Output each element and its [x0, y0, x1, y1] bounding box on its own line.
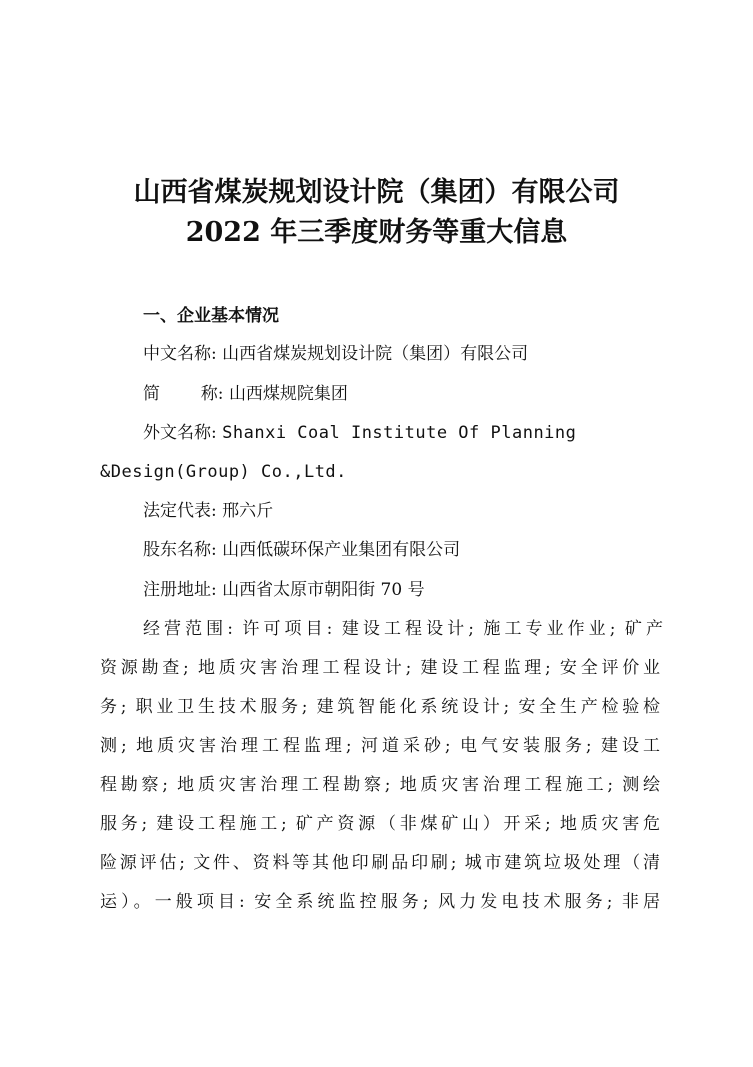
business-scope-line: 服务; 建设工程施工; 矿产资源（非煤矿山）开采; 地质灾害危 [100, 814, 660, 834]
business-scope-line: 务; 职业卫生技术服务; 建筑智能化系统设计; 安全生产检验检 [100, 697, 660, 717]
business-scope-line: 经营范围: 许可项目: 建设工程设计; 施工专业作业; 矿产 [143, 619, 663, 639]
business-scope-line: 资源勘查; 地质灾害治理工程设计; 建设工程监理; 安全评价业 [100, 658, 660, 678]
short-name-label-part-1: 简 [143, 384, 160, 404]
chinese-name-value: 山西省煤炭规划设计院（集团）有限公司 [222, 344, 529, 364]
registered-address-value: 山西省太原市朝阳街 70 号 [222, 580, 425, 600]
short-name-value: 山西煤规院集团 [228, 384, 348, 404]
foreign-name-row [143, 419, 663, 447]
shareholder-label: 股东名称: [143, 540, 217, 560]
shareholder-value: 山西低碳环保产业集团有限公司 [222, 540, 461, 560]
legal-representative-label: 法定代表: [143, 501, 217, 521]
foreign-name-value-part-1: Shanxi Coal Institute Of Planning [222, 423, 577, 443]
section-heading-basic-info: 一、企业基本情况 [143, 306, 279, 326]
foreign-name-label: 外文名称: [143, 423, 217, 443]
business-scope-line: 程勘察; 地质灾害治理工程勘察; 地质灾害治理工程施工; 测绘 [100, 775, 660, 795]
short-name-label-part-2: 称: [200, 384, 224, 404]
document-title-line-2: 2022 年三季度财务等重大信息 [185, 217, 568, 248]
business-scope-line: 运）。一般项目: 安全系统监控服务; 风力发电技术服务; 非居 [100, 892, 660, 912]
registered-address-label: 注册地址: [143, 580, 217, 600]
business-scope-line: 险源评估; 文件、资料等其他印刷品印刷; 城市建筑垃圾处理（清 [100, 853, 660, 873]
business-scope-line: 测; 地质灾害治理工程监理; 河道采砂; 电气安装服务; 建设工 [100, 736, 660, 756]
short-name-row [143, 380, 663, 408]
registered-address-row [143, 576, 663, 604]
legal-representative-row [143, 497, 663, 525]
chinese-name-row [143, 340, 663, 368]
chinese-name-label: 中文名称: [143, 344, 217, 364]
shareholder-row [143, 536, 663, 564]
foreign-name-value-part-2: &Design(Group) Co.,Ltd. [100, 462, 347, 482]
legal-representative-value: 邢六斤 [222, 501, 274, 521]
document-title-line-1: 山西省煤炭规划设计院（集团）有限公司 [133, 177, 620, 208]
